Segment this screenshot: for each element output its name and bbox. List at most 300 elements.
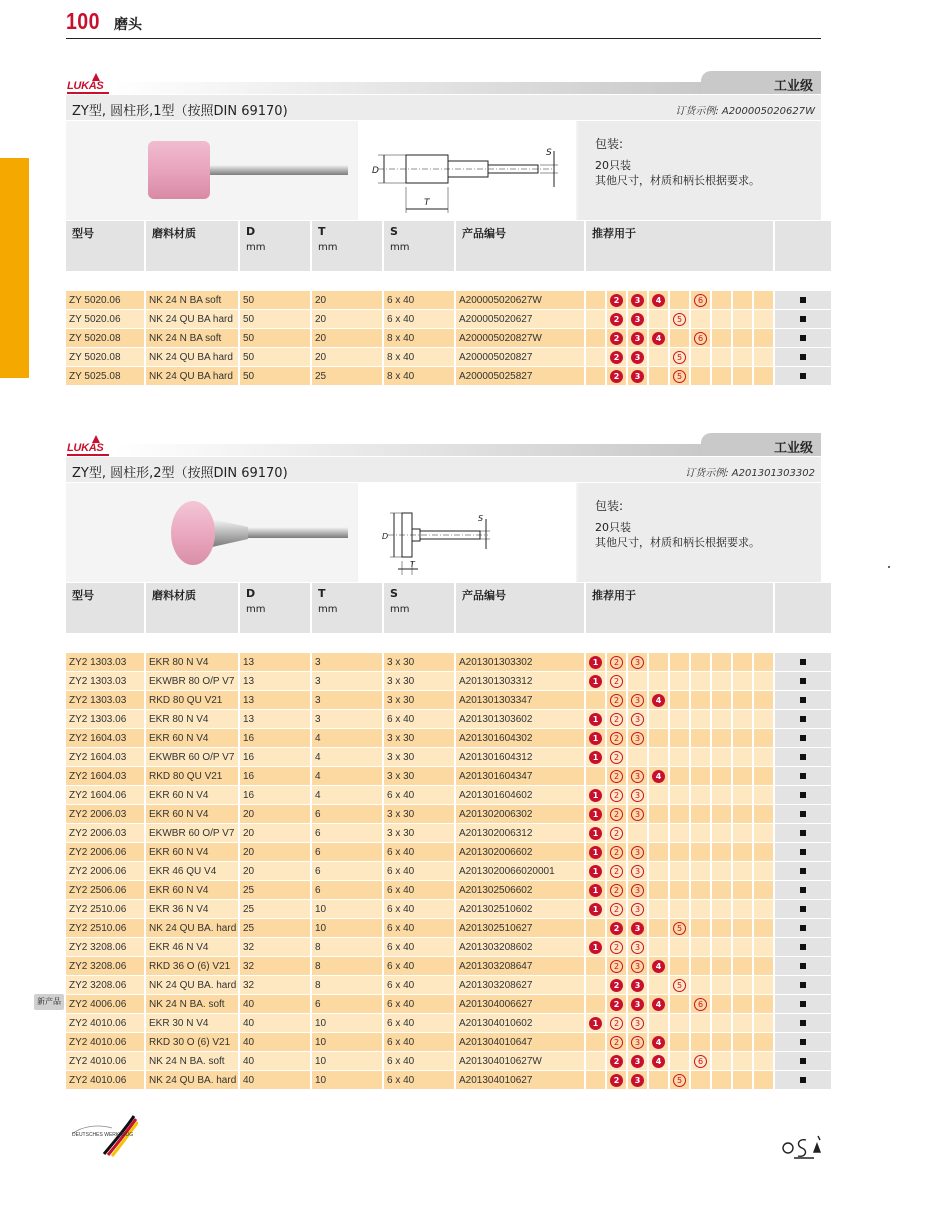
application-cell	[607, 919, 626, 937]
application-cell	[754, 1052, 773, 1070]
application-cell	[607, 786, 626, 804]
availability-square-icon	[800, 773, 806, 779]
application-4-icon: 4	[652, 770, 665, 783]
application-cell	[733, 1071, 752, 1089]
grade-label: 工业级	[773, 79, 813, 94]
application-cell	[754, 691, 773, 709]
application-cell	[628, 672, 647, 690]
section-header-bar	[66, 432, 821, 456]
availability-square-icon	[800, 792, 806, 798]
application-cell	[670, 881, 689, 899]
application-cell	[691, 995, 710, 1013]
table-row	[66, 938, 831, 956]
application-3-icon: 3	[631, 1074, 644, 1087]
application-cell	[628, 976, 647, 994]
cell-material: NK 24 QU BA hard	[146, 348, 238, 366]
application-cell	[649, 348, 668, 366]
application-4-icon: 4	[652, 694, 665, 707]
cell-model: ZY2 3208.06	[66, 976, 144, 994]
application-1-icon: 1	[589, 1017, 602, 1030]
application-3-icon: 3	[631, 903, 644, 916]
application-3-icon: 3	[631, 922, 644, 935]
application-cell	[670, 919, 689, 937]
col-recommended: 推荐用于	[586, 583, 773, 633]
cell-product-no: A201302510627	[456, 919, 584, 937]
application-2-icon: 2	[610, 370, 623, 383]
cell-product-no: A200005020827	[456, 348, 584, 366]
application-2-icon: 2	[610, 1036, 623, 1049]
cell-model: ZY 5020.08	[66, 329, 144, 347]
application-2-icon: 2	[610, 732, 623, 745]
application-cell	[712, 291, 731, 309]
availability-square-icon	[800, 830, 806, 836]
application-cell	[586, 672, 605, 690]
application-cell	[712, 691, 731, 709]
table-row	[66, 1071, 831, 1089]
packaging-info	[578, 483, 821, 582]
application-cell	[670, 748, 689, 766]
application-cell	[733, 919, 752, 937]
application-cell	[607, 900, 626, 918]
application-cell	[586, 976, 605, 994]
table-row	[66, 1014, 831, 1032]
cell-material: RKD 80 QU V21	[146, 767, 238, 785]
cell-t: 3	[312, 691, 382, 709]
cell-t: 6	[312, 995, 382, 1013]
packaging-info	[578, 121, 821, 220]
application-cell	[586, 995, 605, 1013]
svg-text:D: D	[372, 166, 379, 176]
application-6-icon: 6	[694, 1055, 707, 1068]
grade-tab	[701, 433, 821, 456]
application-cell	[712, 367, 731, 385]
application-cell	[670, 862, 689, 880]
application-cell	[607, 291, 626, 309]
order-example: 订货示例: A200005020627W	[675, 106, 815, 117]
application-cell	[607, 310, 626, 328]
grade-tab	[701, 71, 821, 94]
application-cell	[712, 1033, 731, 1051]
cell-product-no: A201304010602	[456, 1014, 584, 1032]
cell-t: 10	[312, 919, 382, 937]
application-cell	[691, 919, 710, 937]
product-photo	[66, 483, 356, 582]
application-cell	[670, 843, 689, 861]
table-row	[66, 900, 831, 918]
availability-cell	[775, 1071, 831, 1089]
application-cell	[733, 329, 752, 347]
availability-square-icon	[800, 1020, 806, 1026]
application-cell	[607, 957, 626, 975]
application-1-icon: 1	[589, 732, 602, 745]
application-cell	[754, 805, 773, 823]
spec-table-2	[64, 582, 833, 1090]
application-cell	[712, 348, 731, 366]
cell-s: 8 x 40	[384, 348, 454, 366]
application-cell	[670, 310, 689, 328]
cell-model: ZY2 3208.06	[66, 938, 144, 956]
table-row	[66, 329, 831, 347]
application-cell	[733, 367, 752, 385]
application-2-icon: 2	[610, 1055, 623, 1068]
cell-model: ZY2 2006.06	[66, 862, 144, 880]
cell-s: 3 x 30	[384, 729, 454, 747]
application-cell	[712, 653, 731, 671]
application-cell	[586, 824, 605, 842]
application-2-icon: 2	[610, 808, 623, 821]
application-3-icon: 3	[631, 979, 644, 992]
cell-d: 50	[240, 348, 310, 366]
application-cell	[670, 900, 689, 918]
application-cell	[607, 1052, 626, 1070]
application-cell	[586, 862, 605, 880]
availability-cell	[775, 919, 831, 937]
cell-material: EKR 46 QU V4	[146, 862, 238, 880]
product-illustration-row	[66, 482, 821, 582]
application-3-icon: 3	[631, 770, 644, 783]
application-2-icon: 2	[610, 694, 623, 707]
application-cell	[586, 767, 605, 785]
cell-d: 20	[240, 805, 310, 823]
cell-s: 8 x 40	[384, 329, 454, 347]
table-row	[66, 1033, 831, 1051]
table-row	[66, 976, 831, 994]
application-cell	[607, 805, 626, 823]
application-cell	[691, 291, 710, 309]
application-cell	[754, 957, 773, 975]
application-cell	[691, 653, 710, 671]
availability-square-icon	[800, 982, 806, 988]
application-6-icon: 6	[694, 998, 707, 1011]
cell-d: 16	[240, 748, 310, 766]
availability-cell	[775, 995, 831, 1013]
cell-product-no: A201301604347	[456, 767, 584, 785]
application-cell	[586, 957, 605, 975]
application-cell	[649, 367, 668, 385]
application-2-icon: 2	[610, 998, 623, 1011]
application-5-icon: 5	[673, 922, 686, 935]
application-cell	[691, 843, 710, 861]
cell-model: ZY2 1303.06	[66, 710, 144, 728]
application-6-icon: 6	[694, 294, 707, 307]
cell-d: 40	[240, 995, 310, 1013]
cell-model: ZY2 1303.03	[66, 691, 144, 709]
cell-product-no: A201304006627	[456, 995, 584, 1013]
application-cell	[628, 995, 647, 1013]
svg-text:DEUTSCHES WERKZEUG: DEUTSCHES WERKZEUG	[72, 1132, 134, 1138]
cell-t: 10	[312, 900, 382, 918]
cell-product-no: A200005020627	[456, 310, 584, 328]
os-certification-icon	[780, 1132, 824, 1160]
application-cell	[628, 329, 647, 347]
application-cell	[754, 310, 773, 328]
application-3-icon: 3	[631, 808, 644, 821]
application-cell	[607, 729, 626, 747]
section-side-tab	[0, 158, 29, 378]
application-cell	[649, 995, 668, 1013]
application-cell	[670, 329, 689, 347]
availability-cell	[775, 710, 831, 728]
table-row	[66, 919, 831, 937]
col-recommended: 推荐用于	[586, 221, 773, 271]
cell-material: NK 24 N BA soft	[146, 329, 238, 347]
application-cell	[712, 805, 731, 823]
application-cell	[670, 1014, 689, 1032]
application-3-icon: 3	[631, 789, 644, 802]
packaging-quantity: 20只装	[595, 159, 631, 172]
application-2-icon: 2	[610, 846, 623, 859]
cell-material: RKD 30 O (6) V21	[146, 1033, 238, 1051]
packaging-note: 其他尺寸，材质和柄长根据要求。	[595, 536, 760, 549]
application-5-icon: 5	[673, 979, 686, 992]
application-cell	[754, 367, 773, 385]
cell-d: 16	[240, 729, 310, 747]
availability-cell	[775, 1014, 831, 1032]
cell-material: NK 24 QU BA. hard	[146, 1071, 238, 1089]
cell-t: 8	[312, 957, 382, 975]
application-4-icon: 4	[652, 332, 665, 345]
cell-material: NK 24 QU BA hard	[146, 310, 238, 328]
application-cell	[691, 881, 710, 899]
application-cell	[670, 786, 689, 804]
cell-t: 6	[312, 881, 382, 899]
availability-cell	[775, 862, 831, 880]
cell-s: 6 x 40	[384, 710, 454, 728]
cell-d: 32	[240, 938, 310, 956]
cell-t: 10	[312, 1014, 382, 1032]
application-2-icon: 2	[610, 960, 623, 973]
application-3-icon: 3	[631, 998, 644, 1011]
application-cell	[733, 900, 752, 918]
application-cell	[712, 957, 731, 975]
application-2-icon: 2	[610, 1074, 623, 1087]
application-3-icon: 3	[631, 713, 644, 726]
col-d: D mm	[240, 583, 310, 633]
availability-square-icon	[800, 373, 806, 379]
application-cell	[586, 653, 605, 671]
application-cell	[628, 843, 647, 861]
section-title: ZY型, 圆柱形,2型（按照DIN 69170)	[72, 466, 288, 481]
application-cell	[733, 786, 752, 804]
cell-d: 16	[240, 767, 310, 785]
availability-square-icon	[800, 659, 806, 665]
spec-table-1	[64, 220, 833, 386]
cell-product-no: A201302006312	[456, 824, 584, 842]
application-cell	[607, 672, 626, 690]
availability-square-icon	[800, 754, 806, 760]
cell-material: EKWBR 60 O/P V7	[146, 748, 238, 766]
cell-d: 50	[240, 329, 310, 347]
application-cell	[712, 938, 731, 956]
application-cell	[649, 710, 668, 728]
cell-material: EKR 60 N V4	[146, 729, 238, 747]
cell-product-no: A2013020066020001	[456, 862, 584, 880]
application-cell	[691, 805, 710, 823]
cell-d: 13	[240, 691, 310, 709]
application-cell	[628, 938, 647, 956]
cell-model: ZY2 2510.06	[66, 919, 144, 937]
svg-text:D: D	[382, 532, 389, 541]
cell-material: NK 24 N BA. soft	[146, 1052, 238, 1070]
cell-model: ZY 5020.08	[66, 348, 144, 366]
cell-model: ZY2 1604.03	[66, 767, 144, 785]
application-1-icon: 1	[589, 865, 602, 878]
cell-material: RKD 80 QU V21	[146, 691, 238, 709]
cell-material: NK 24 N BA. soft	[146, 995, 238, 1013]
application-1-icon: 1	[589, 884, 602, 897]
cell-t: 3	[312, 672, 382, 690]
application-2-icon: 2	[610, 313, 623, 326]
availability-cell	[775, 672, 831, 690]
application-cell	[586, 729, 605, 747]
cell-model: ZY2 2510.06	[66, 900, 144, 918]
cell-model: ZY2 4010.06	[66, 1014, 144, 1032]
cell-d: 13	[240, 653, 310, 671]
header-rule	[66, 38, 821, 39]
cell-material: NK 24 QU BA hard	[146, 367, 238, 385]
application-4-icon: 4	[652, 998, 665, 1011]
table-row	[66, 710, 831, 728]
application-cell	[754, 824, 773, 842]
application-cell	[712, 900, 731, 918]
availability-cell	[775, 881, 831, 899]
cell-product-no: A201302006602	[456, 843, 584, 861]
application-cell	[733, 710, 752, 728]
cell-s: 6 x 40	[384, 862, 454, 880]
cell-s: 3 x 30	[384, 805, 454, 823]
application-2-icon: 2	[610, 713, 623, 726]
application-2-icon: 2	[610, 675, 623, 688]
application-cell	[649, 291, 668, 309]
application-cell	[670, 710, 689, 728]
availability-cell	[775, 1052, 831, 1070]
application-cell	[754, 995, 773, 1013]
application-1-icon: 1	[589, 846, 602, 859]
cell-t: 4	[312, 786, 382, 804]
application-cell	[712, 881, 731, 899]
table-row	[66, 729, 831, 747]
cell-s: 6 x 40	[384, 310, 454, 328]
cell-t: 25	[312, 367, 382, 385]
application-cell	[712, 919, 731, 937]
cell-product-no: A200005025827	[456, 367, 584, 385]
table-row	[66, 862, 831, 880]
page-title: 磨头	[114, 17, 142, 33]
application-cell	[733, 957, 752, 975]
cell-model: ZY2 1604.03	[66, 729, 144, 747]
application-1-icon: 1	[589, 941, 602, 954]
application-cell	[754, 748, 773, 766]
application-cell	[649, 691, 668, 709]
application-cell	[691, 862, 710, 880]
application-cell	[691, 367, 710, 385]
lukas-logo: LUKAS	[67, 434, 109, 456]
application-cell	[733, 1052, 752, 1070]
order-example: 订货示例: A201301303302	[685, 468, 815, 479]
application-cell	[586, 1071, 605, 1089]
col-mark	[775, 583, 831, 633]
cell-s: 3 x 30	[384, 824, 454, 842]
availability-cell	[775, 824, 831, 842]
table-row	[66, 843, 831, 861]
application-cell	[649, 1033, 668, 1051]
application-cell	[754, 653, 773, 671]
application-cell	[607, 1014, 626, 1032]
application-cell	[691, 824, 710, 842]
application-cell	[628, 900, 647, 918]
application-cell	[607, 710, 626, 728]
availability-square-icon	[800, 1058, 806, 1064]
application-cell	[628, 919, 647, 937]
application-cell	[691, 729, 710, 747]
application-3-icon: 3	[631, 1036, 644, 1049]
availability-square-icon	[800, 887, 806, 893]
cell-product-no: A201303208647	[456, 957, 584, 975]
availability-cell	[775, 900, 831, 918]
application-cell	[733, 881, 752, 899]
application-2-icon: 2	[610, 751, 623, 764]
application-cell	[733, 672, 752, 690]
cell-model: ZY 5020.06	[66, 310, 144, 328]
application-3-icon: 3	[631, 294, 644, 307]
cell-material: EKR 60 N V4	[146, 786, 238, 804]
cell-model: ZY2 1604.06	[66, 786, 144, 804]
cell-t: 4	[312, 729, 382, 747]
cell-s: 6 x 40	[384, 976, 454, 994]
availability-cell	[775, 691, 831, 709]
application-cell	[670, 1052, 689, 1070]
application-cell	[733, 938, 752, 956]
availability-square-icon	[800, 906, 806, 912]
cell-t: 4	[312, 748, 382, 766]
availability-square-icon	[800, 678, 806, 684]
cell-t: 3	[312, 710, 382, 728]
application-2-icon: 2	[610, 351, 623, 364]
application-cell	[607, 329, 626, 347]
application-2-icon: 2	[610, 922, 623, 935]
availability-cell	[775, 310, 831, 328]
application-cell	[691, 748, 710, 766]
application-cell	[628, 691, 647, 709]
application-cell	[607, 995, 626, 1013]
cell-s: 6 x 40	[384, 919, 454, 937]
application-cell	[607, 348, 626, 366]
cell-product-no: A201302506602	[456, 881, 584, 899]
application-cell	[712, 824, 731, 842]
application-cell	[628, 805, 647, 823]
application-cell	[754, 1071, 773, 1089]
cell-material: RKD 36 O (6) V21	[146, 957, 238, 975]
cell-s: 6 x 40	[384, 1071, 454, 1089]
cell-product-no: A201303208627	[456, 976, 584, 994]
application-cell	[712, 329, 731, 347]
application-2-icon: 2	[610, 294, 623, 307]
application-cell	[649, 748, 668, 766]
cell-t: 6	[312, 843, 382, 861]
cell-d: 20	[240, 843, 310, 861]
cell-t: 20	[312, 329, 382, 347]
application-cell	[649, 786, 668, 804]
cell-model: ZY 5025.08	[66, 367, 144, 385]
availability-cell	[775, 329, 831, 347]
cell-model: ZY2 4010.06	[66, 1052, 144, 1070]
col-d: D mm	[240, 221, 310, 271]
application-2-icon: 2	[610, 789, 623, 802]
col-mark	[775, 221, 831, 271]
table-row	[66, 310, 831, 328]
cell-t: 20	[312, 310, 382, 328]
application-cell	[670, 348, 689, 366]
